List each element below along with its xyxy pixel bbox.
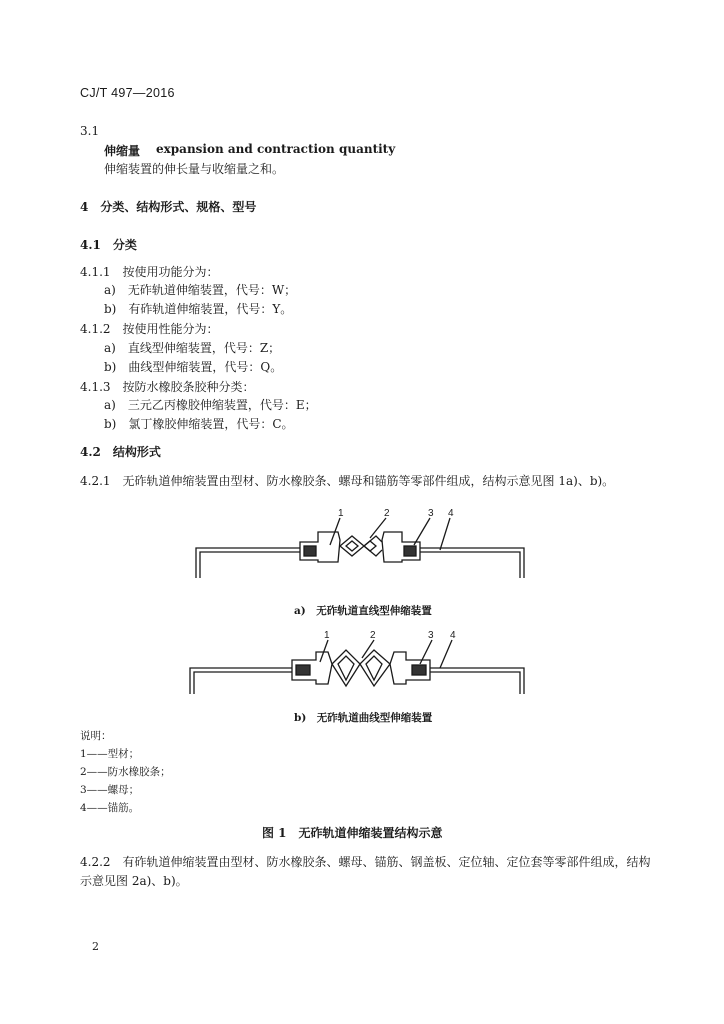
list-item: b) 曲线型伸缩装置，代号：Q。 (104, 360, 283, 374)
figure-1a-label-3: 3 (428, 508, 434, 519)
figure-1b-label-4: 4 (450, 630, 456, 641)
figure-1a-label-2: 2 (384, 508, 390, 519)
section-4-heading: 4 分类、结构形式、规格、型号 (80, 200, 257, 214)
legend-item: 4——锚筋。 (80, 802, 140, 814)
legend-item: 2——防水橡胶条； (80, 766, 171, 778)
list-item: a) 直线型伸缩装置，代号：Z； (104, 341, 281, 355)
figure-1b-label-1: 1 (324, 630, 330, 641)
standard-code: CJ/T 497—2016 (80, 86, 175, 100)
figure-1a-caption: a) 无砟轨道直线型伸缩装置 (294, 605, 432, 617)
section-4-1-3-title: 4.1.3 按防水橡胶条胶种分类： (80, 380, 255, 394)
figure-1a-label-4: 4 (448, 508, 454, 519)
page-number: 2 (92, 940, 99, 953)
legend-title: 说明： (80, 730, 112, 742)
legend-item: 1——型材； (80, 748, 140, 760)
figure-1b-label-2: 2 (370, 630, 376, 641)
list-item: a) 三元乙丙橡胶伸缩装置，代号：E； (104, 398, 317, 412)
section-4-1-2-title: 4.1.2 按使用性能分为： (80, 322, 219, 336)
figure-1b-label-3: 3 (428, 630, 434, 641)
term-definition: 伸缩装置的伸长量与收缩量之和。 (104, 162, 285, 176)
term-zh: 伸缩量 (104, 144, 141, 158)
figure-1a-label-1: 1 (338, 508, 344, 519)
term-en: expansion and contraction quantity (156, 142, 396, 156)
list-item: b) 有砟轨道伸缩装置，代号：Y。 (104, 302, 293, 316)
legend-item: 3——螺母； (80, 784, 140, 796)
list-item: b) 氯丁橡胶伸缩装置，代号：C。 (104, 417, 294, 431)
section-4-1-1-title: 4.1.1 按使用功能分为： (80, 265, 219, 279)
figure-1b-caption: b) 无砟轨道曲线型伸缩装置 (294, 712, 433, 724)
section-4-1-heading: 4.1 分类 (80, 238, 137, 252)
section-4-2-heading: 4.2 结构形式 (80, 445, 161, 459)
section-3-1-number: 3.1 (80, 124, 100, 138)
section-4-2-2-line1: 4.2.2 有砟轨道伸缩装置由型材、防水橡胶条、螺母、锚筋、钢盖板、定位轴、定位套等零部件组成，结构 (80, 855, 651, 869)
section-4-2-1-text: 4.2.1 无砟轨道伸缩装置由型材、防水橡胶条、螺母和锚筋等零部件组成，结构示意见图 1a)、b)。 (80, 474, 615, 488)
section-4-2-2-line2: 示意见图 2a)、b)。 (80, 874, 188, 888)
figure-1-title: 图 1 无砟轨道伸缩装置结构示意 (262, 826, 443, 840)
list-item: a) 无砟轨道伸缩装置，代号：W； (104, 283, 297, 297)
